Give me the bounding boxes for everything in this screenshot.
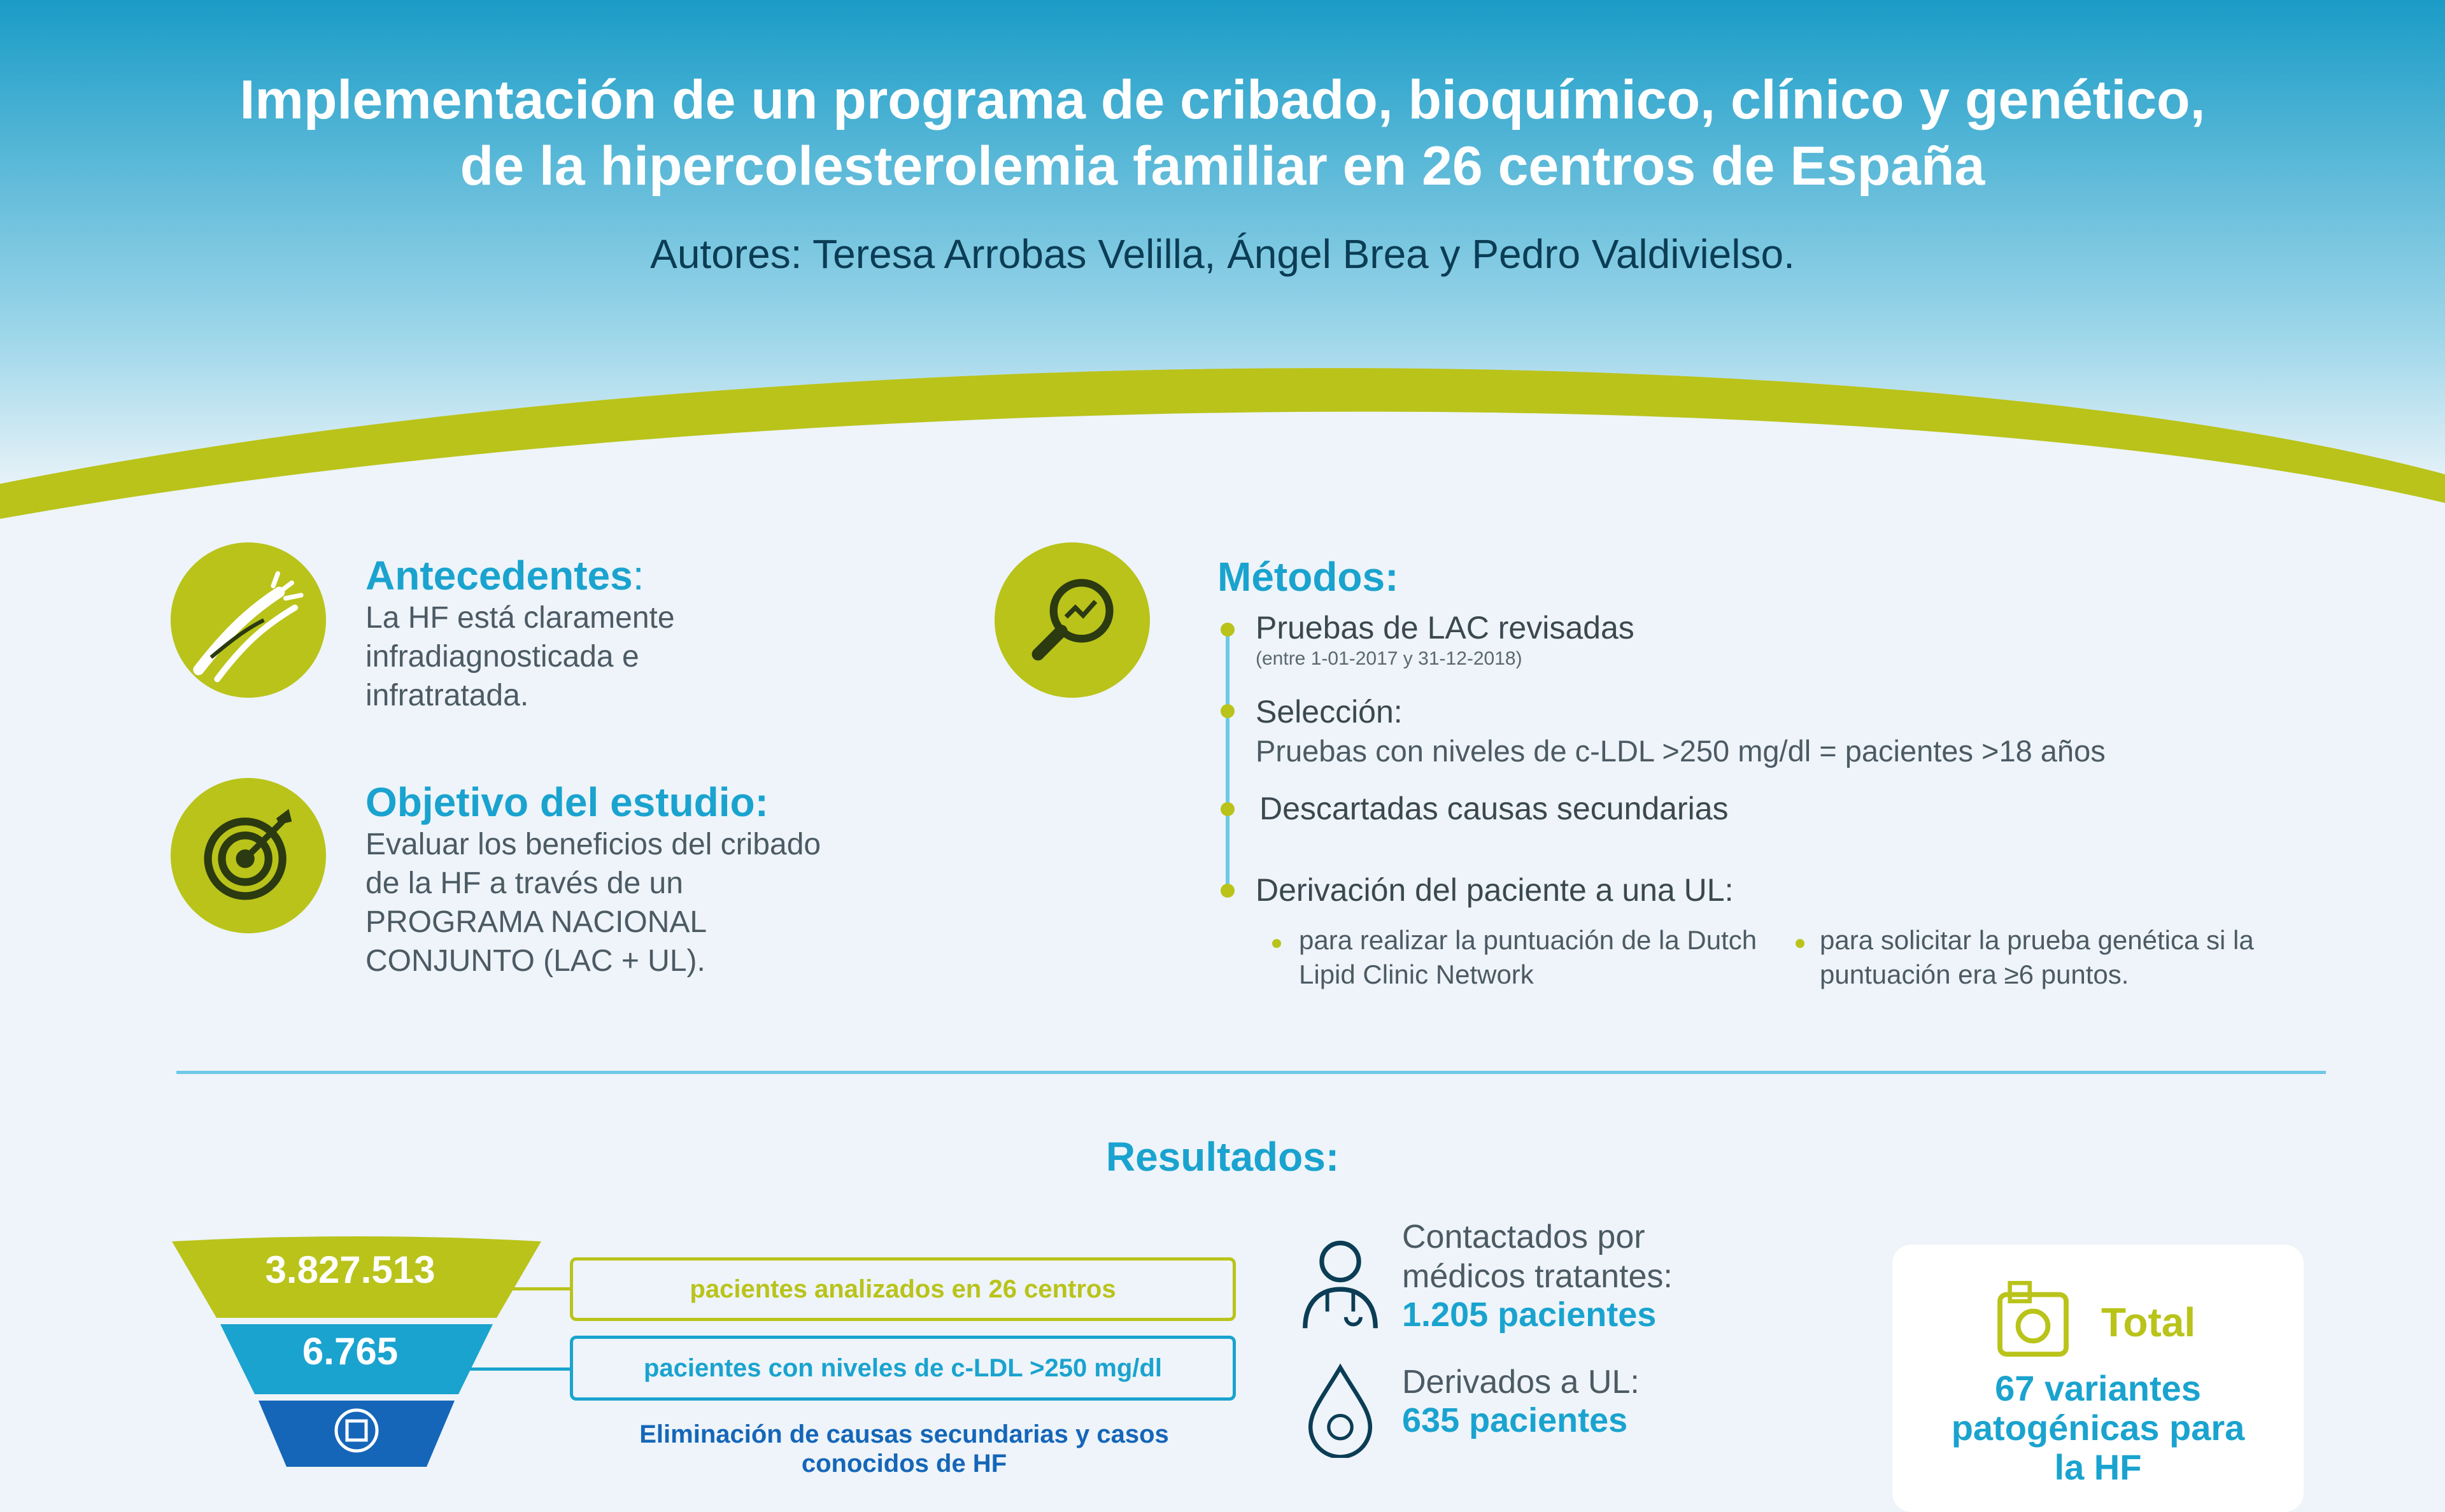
resultados-title: Resultados: xyxy=(1105,1134,1340,1180)
funnel-value-1: 3.827.513 xyxy=(265,1248,436,1291)
metodos-step-4: Derivación del paciente a una UL: xyxy=(1256,872,1734,908)
magnifier-chart-icon xyxy=(995,542,1150,698)
doctor-icon xyxy=(1293,1232,1388,1334)
metodos-step-2: Selección: xyxy=(1256,694,1403,730)
antecedentes-title: Antecedentes: xyxy=(365,553,644,598)
timeline-dot xyxy=(1221,802,1235,816)
artery-icon xyxy=(171,542,326,698)
metodos-step-3: Descartadas causas secundarias xyxy=(1259,791,1729,826)
total-value: 67 variantes patogénicas para la HF xyxy=(1951,1368,2245,1487)
derivados-value: 635 pacientes xyxy=(1402,1401,1628,1439)
derivados-label: Derivados a UL: xyxy=(1402,1364,1640,1401)
metodos-step-1-note: (entre 1-01-2017 y 31-12-2018) xyxy=(1256,648,1522,669)
title-line-1: Implementación de un programa de cribado, bioquímico, clínico y genético, xyxy=(239,69,2206,131)
timeline-dot xyxy=(1221,623,1235,637)
contactados-label: Contactados por médicos tratantes: xyxy=(1402,1219,1673,1295)
antecedentes-body: La HF está claramente infradiagnosticada e infratratada. xyxy=(365,601,675,712)
metodos-step-2-detail: Pruebas con niveles de c-LDL >250 mg/dl = pacientes >18 años xyxy=(1256,734,2106,768)
target-icon xyxy=(171,778,326,933)
timeline-dot xyxy=(1221,884,1235,898)
page-title xyxy=(0,67,2445,199)
timeline-dot xyxy=(1221,704,1235,718)
contactados-value: 1.205 pacientes xyxy=(1402,1296,1657,1334)
metodos-sub-2: para solicitar la prueba genética si la puntuación era ≥6 puntos. xyxy=(1820,925,2254,989)
authors: Autores: Teresa Arrobas Velilla, Ángel Brea y Pedro Valdivielso. xyxy=(650,231,1795,277)
total-label: Total xyxy=(2101,1299,2196,1345)
timeline-line xyxy=(1226,630,1230,891)
funnel-value-2: 6.765 xyxy=(302,1330,399,1373)
metodos-title: Métodos: xyxy=(1217,554,1399,600)
sub-bullet xyxy=(1272,939,1281,948)
objetivo-title: Objetivo del estudio: xyxy=(365,779,769,825)
metodos-sub-1: para realizar la puntuación de la Dutch Lipid Clinic Network xyxy=(1299,925,1757,989)
dna-lab-icon xyxy=(1992,1280,2074,1359)
metodos-step-1: Pruebas de LAC revisadas xyxy=(1256,610,1634,646)
sub-bullet xyxy=(1796,939,1804,948)
funnel-label-3: Eliminación de causas secundarias y casos conocidos de HF xyxy=(639,1420,1169,1478)
funnel-label-1: pacientes analizados en 26 centros xyxy=(570,1257,1236,1321)
section-divider xyxy=(176,1071,2326,1074)
objetivo-body: Evaluar los beneficios del cribado de la HF a través de un PROGRAMA NACIONAL CONJUNTO (LAC + UL). xyxy=(365,828,821,978)
funnel-connector xyxy=(465,1367,573,1371)
funnel-label-2: pacientes con niveles de c-LDL >250 mg/dl xyxy=(570,1336,1236,1401)
drop-icon xyxy=(1299,1362,1382,1458)
title-line-2: de la hipercolesterolemia familiar en 26 centros de España xyxy=(460,136,1985,197)
funnel-connector xyxy=(509,1287,573,1290)
